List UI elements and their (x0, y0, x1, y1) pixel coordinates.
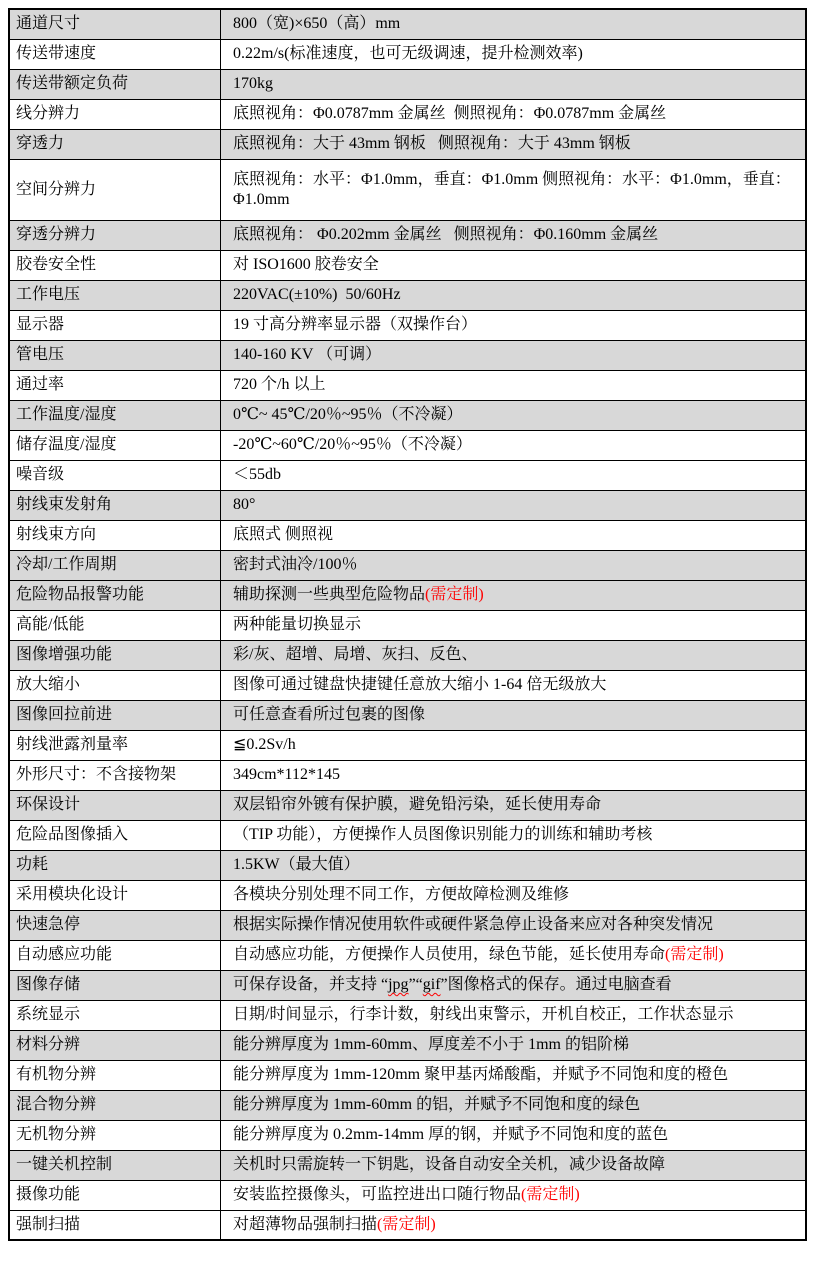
spellcheck-flagged-word: gif (422, 976, 441, 993)
spec-value-text: 对超薄物品强制扫描 (233, 1215, 378, 1233)
spec-value (221, 1180, 807, 1210)
spec-value (221, 640, 807, 670)
spec-table-body (9, 9, 806, 1240)
spec-label: 高能/低能 (9, 610, 221, 640)
spec-value-text: 能分辨厚度为 1mm-60mm 的铝，并赋予不同饱和度的绿色 (233, 1096, 641, 1113)
spec-label: 系统显示 (9, 1000, 221, 1030)
spec-label: 胶卷安全性 (9, 250, 221, 280)
spec-value (221, 39, 807, 69)
spec-label: 通道尺寸 (9, 9, 221, 39)
spec-value-text: ≦0.2Sv/h (233, 736, 296, 753)
table-row (9, 880, 806, 910)
spec-value (221, 370, 807, 400)
custom-required-note: (需定制) (665, 946, 724, 963)
spec-value-text: 140-160 KV （可调） (233, 346, 382, 363)
spec-value (221, 910, 807, 940)
spec-label: 线分辨力 (9, 99, 221, 129)
spec-value-text: 底照式 侧照视 (233, 526, 334, 543)
spec-value (221, 820, 807, 850)
spec-label: 噪音级 (9, 460, 221, 490)
spec-value-text: -20℃~60℃/20％~95％（不冷凝） (233, 436, 472, 453)
table-row (9, 1000, 806, 1030)
spec-value (221, 850, 807, 880)
custom-required-note: (需定制) (377, 1215, 436, 1233)
spec-value (221, 490, 807, 520)
table-row (9, 850, 806, 880)
spec-table (8, 8, 807, 1241)
spec-label: 通过率 (9, 370, 221, 400)
spec-value-text: 两种能量切换显示 (233, 616, 362, 633)
spec-value-text: 底照视角：Φ0.0787mm 金属丝 侧照视角：Φ0.0787mm 金属丝 (233, 105, 667, 122)
spec-value (221, 129, 807, 159)
spec-value (221, 670, 807, 700)
spec-label: 图像增强功能 (9, 640, 221, 670)
spec-label: 功耗 (9, 850, 221, 880)
spec-label: 自动感应功能 (9, 940, 221, 970)
table-row (9, 39, 806, 69)
spec-value (221, 1120, 807, 1150)
table-row (9, 580, 806, 610)
spec-label: 快速急停 (9, 910, 221, 940)
spec-label: 外形尺寸：不含接物架 (9, 760, 221, 790)
table-row (9, 69, 806, 99)
spec-label: 图像存储 (9, 970, 221, 1000)
spec-label: 储存温度/湿度 (9, 430, 221, 460)
spec-value-text: 底照视角： Φ0.202mm 金属丝 侧照视角：Φ0.160mm 金属丝 (233, 226, 659, 243)
spec-value-text: 1.5KW（最大值） (233, 856, 360, 873)
spec-value (221, 1000, 807, 1030)
spec-value-text: 安装监控摄像头，可监控进出口随行物品 (233, 1186, 522, 1203)
spec-value-text: （TIP 功能），方便操作人员图像识别能力的训练和辅助考核 (233, 826, 653, 843)
spec-label: 混合物分辨 (9, 1090, 221, 1120)
spec-label: 采用模块化设计 (9, 880, 221, 910)
spec-value (221, 520, 807, 550)
table-row (9, 280, 806, 310)
spec-label: 图像回拉前进 (9, 700, 221, 730)
spec-label: 显示器 (9, 310, 221, 340)
spec-value (221, 1090, 807, 1120)
table-row (9, 610, 806, 640)
table-row (9, 1090, 806, 1120)
spec-label: 工作温度/湿度 (9, 400, 221, 430)
spec-value-text: ＜55db (233, 466, 282, 483)
table-row (9, 970, 806, 1000)
spec-label: 无机物分辨 (9, 1120, 221, 1150)
spec-value-text: 可任意查看所过包裹的图像 (233, 706, 426, 723)
table-row (9, 940, 806, 970)
spec-value-text: 图像可通过键盘快捷键任意放大缩小 1-64 倍无级放大 (233, 676, 607, 693)
table-row (9, 520, 806, 550)
table-row (9, 820, 806, 850)
spec-value (221, 340, 807, 370)
table-row (9, 129, 806, 159)
spec-value-text: 能分辨厚度为 1mm-60mm、厚度差不小于 1mm 的铝阶梯 (233, 1036, 630, 1053)
spec-label: 材料分辨 (9, 1030, 221, 1060)
spec-value (221, 280, 807, 310)
table-row (9, 790, 806, 820)
spec-value (221, 940, 807, 970)
spec-value (221, 1060, 807, 1090)
table-row (9, 250, 806, 280)
table-row (9, 700, 806, 730)
spec-value-text: 密封式油冷/100％ (233, 556, 358, 573)
spec-value-text: 根据实际操作情况使用软件或硬件紧急停止设备来应对各种突发情况 (233, 916, 714, 933)
spec-label: 冷却/工作周期 (9, 550, 221, 580)
spec-label: 穿透力 (9, 129, 221, 159)
spec-value (221, 1030, 807, 1060)
table-row (9, 430, 806, 460)
spec-label: 一键关机控制 (9, 1150, 221, 1180)
spec-label: 放大缩小 (9, 670, 221, 700)
table-row (9, 1210, 806, 1240)
table-row (9, 730, 806, 760)
spec-value (221, 460, 807, 490)
spec-value (221, 430, 807, 460)
spec-value-text: 辅助探测一些典型危险物品 (233, 586, 426, 603)
spec-value (221, 310, 807, 340)
table-row (9, 159, 806, 220)
custom-required-note: (需定制) (425, 586, 484, 603)
spec-value (221, 400, 807, 430)
spec-value (221, 1210, 807, 1240)
spec-value (221, 880, 807, 910)
spec-label: 强制扫描 (9, 1210, 221, 1240)
spec-value-text: 对 ISO1600 胶卷安全 (233, 256, 379, 273)
spec-value (221, 550, 807, 580)
spec-value-text: 349cm*112*145 (233, 766, 340, 783)
spec-value (221, 9, 807, 39)
spec-value (221, 250, 807, 280)
spec-value-text: 底照视角：大于 43mm 钢板 侧照视角：大于 43mm 钢板 (233, 135, 631, 152)
table-row (9, 910, 806, 940)
spec-value-text: 0℃~ 45℃/20％~95％（不冷凝） (233, 406, 463, 423)
table-row (9, 550, 806, 580)
spec-value (221, 1150, 807, 1180)
spec-value-text: 彩/灰、超增、局增、灰扫、反色、 (233, 646, 478, 663)
spec-label: 危险物品报警功能 (9, 580, 221, 610)
custom-required-note: (需定制) (521, 1186, 580, 1203)
spec-value-text: 关机时只需旋转一下钥匙，设备自动安全关机，减少设备故障 (233, 1156, 666, 1173)
spec-value (221, 610, 807, 640)
spec-label: 传送带速度 (9, 39, 221, 69)
spec-value (221, 760, 807, 790)
table-row (9, 370, 806, 400)
table-row (9, 640, 806, 670)
table-row (9, 460, 806, 490)
table-row (9, 760, 806, 790)
spec-value-text: ”“ (408, 976, 423, 993)
spec-value (221, 790, 807, 820)
table-row (9, 310, 806, 340)
spec-label: 有机物分辨 (9, 1060, 221, 1090)
spec-label: 射线束发射角 (9, 490, 221, 520)
table-row (9, 1030, 806, 1060)
spec-label: 射线泄露剂量率 (9, 730, 221, 760)
spec-value-text: 80° (233, 496, 256, 513)
spec-value-text: 220VAC(±10%) 50/60Hz (233, 286, 401, 303)
spec-value-text: 各模块分别处理不同工作，方便故障检测及维修 (233, 886, 570, 903)
spec-value-text: 能分辨厚度为 1mm-120mm 聚甲基丙烯酸酯，并赋予不同饱和度的橙色 (233, 1066, 729, 1083)
spec-value-text: 自动感应功能，方便操作人员使用，绿色节能，延长使用寿命 (233, 946, 666, 963)
spec-label: 射线束方向 (9, 520, 221, 550)
table-row (9, 670, 806, 700)
table-row (9, 490, 806, 520)
spec-value-text: 720 个/h 以上 (233, 376, 326, 393)
spec-value-text: 0.22m/s(标准速度，也可无级调速，提升检测效率) (233, 45, 583, 62)
table-row (9, 400, 806, 430)
spec-value (221, 700, 807, 730)
spec-label: 管电压 (9, 340, 221, 370)
spellcheck-flagged-word: jpg (388, 976, 409, 993)
table-row (9, 1120, 806, 1150)
spec-label: 空间分辨力 (9, 159, 221, 220)
table-row (9, 1060, 806, 1090)
spec-value (221, 730, 807, 760)
spec-value (221, 69, 807, 99)
spec-value-text: 底照视角：水平：Φ1.0mm，垂直：Φ1.0mm 侧照视角：水平：Φ1.0mm，垂直：Φ1.0mm (233, 170, 791, 208)
spec-value-text: 日期/时间显示，行李计数，射线出束警示，开机自校正，工作状态显示 (233, 1006, 734, 1023)
spec-label: 危险品图像插入 (9, 820, 221, 850)
table-row (9, 220, 806, 250)
spec-label: 工作电压 (9, 280, 221, 310)
table-row (9, 99, 806, 129)
table-row (9, 1180, 806, 1210)
spec-label: 环保设计 (9, 790, 221, 820)
spec-label: 传送带额定负荷 (9, 69, 221, 99)
table-row (9, 340, 806, 370)
spec-label: 摄像功能 (9, 1180, 221, 1210)
spec-value (221, 970, 807, 1000)
spec-value-text: 170kg (233, 75, 273, 92)
table-row (9, 1150, 806, 1180)
spec-value (221, 159, 807, 220)
spec-label: 穿透分辨力 (9, 220, 221, 250)
spec-value-text: 能分辨厚度为 0.2mm-14mm 厚的钢，并赋予不同饱和度的蓝色 (233, 1126, 669, 1143)
spec-value-text: 800（宽)×650（高）mm (233, 15, 401, 33)
spec-value (221, 580, 807, 610)
spec-value (221, 99, 807, 129)
spec-value-text: 可保存设备，并支持 “ (233, 976, 389, 993)
spec-value (221, 220, 807, 250)
spec-value-text: 19 寸高分辨率显示器（双操作台） (233, 316, 478, 333)
table-row (9, 9, 806, 39)
spec-value-text: 双层铅帘外镀有保护膜，避免铅污染，延长使用寿命 (233, 796, 602, 813)
spec-value-text: ”图像格式的保存。通过电脑查看 (440, 976, 672, 993)
